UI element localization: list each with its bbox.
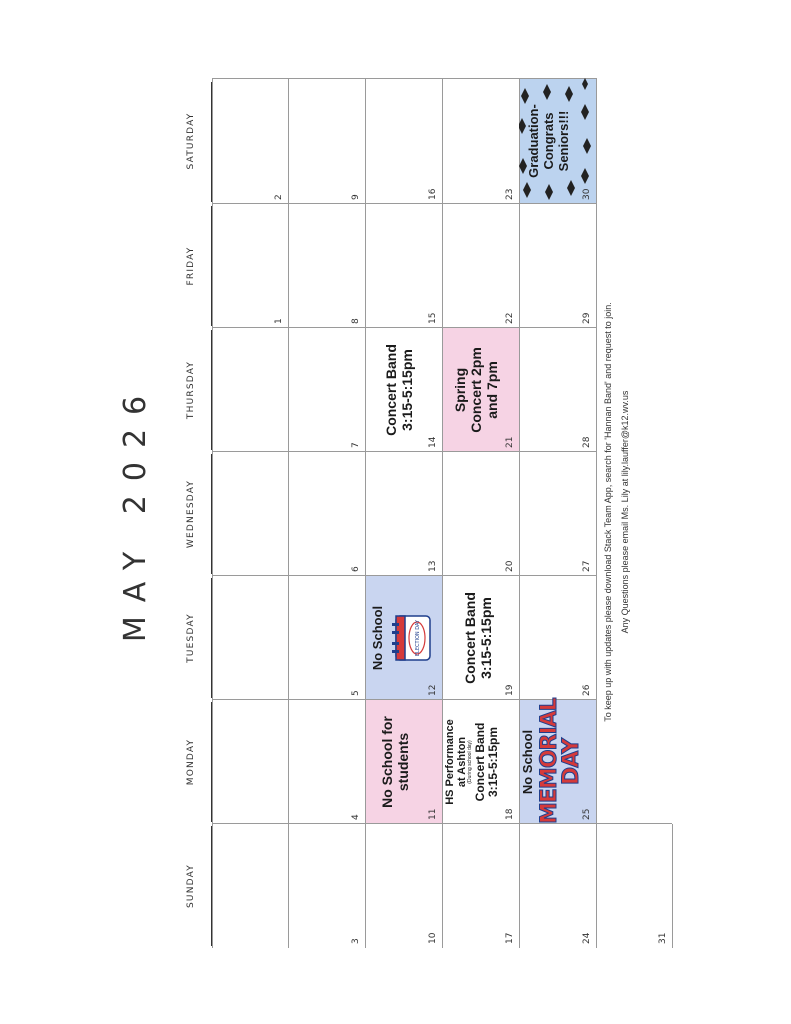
event-no-school: No School — [370, 605, 385, 671]
weekday-tuesday: TUESDAY — [186, 613, 196, 663]
day-number: 22 — [505, 312, 515, 324]
event-line: 3:15-5:15pm — [478, 597, 495, 679]
memorial-day-art — [539, 700, 583, 824]
day-cell-may19[interactable] — [442, 576, 519, 700]
event-line: Concert Band — [472, 722, 487, 802]
day-number: 12 — [428, 684, 438, 696]
day-number: 18 — [505, 808, 515, 820]
day-cell-may11[interactable] — [365, 700, 442, 824]
weekday-header — [186, 78, 212, 948]
day-number: 1 — [274, 318, 284, 324]
day-number: 30 — [582, 188, 592, 200]
day-cell-may12[interactable] — [365, 576, 442, 700]
event-no-school: No School — [520, 729, 535, 795]
day-cell[interactable] — [519, 452, 596, 576]
day-number: 23 — [505, 188, 515, 200]
event-concert-band — [383, 328, 415, 452]
day-cell[interactable] — [442, 824, 519, 948]
event-line: Concert 2pm — [468, 347, 485, 433]
day-number: 2 — [274, 194, 284, 200]
day-number: 29 — [582, 312, 592, 324]
day-cell[interactable] — [519, 328, 596, 452]
election-day-badge-text: ELECTION DAY — [415, 619, 421, 657]
day-cell[interactable] — [288, 452, 365, 576]
day-number: 20 — [505, 560, 515, 572]
weekday-sunday: SUNDAY — [186, 864, 196, 908]
event-line: at Ashton — [456, 736, 469, 788]
day-cell[interactable] — [442, 204, 519, 328]
event-line: HS Performance — [444, 719, 456, 805]
day-cell-may25[interactable] — [519, 700, 596, 824]
day-number: 17 — [505, 932, 515, 944]
event-line: and 7pm — [484, 361, 501, 419]
day-number: 25 — [582, 808, 592, 820]
event-line: Graduation- — [526, 104, 541, 178]
day-cell-may21[interactable] — [442, 328, 519, 452]
day-number: 4 — [351, 814, 361, 820]
day-cell[interactable] — [288, 824, 365, 948]
day-number: 8 — [351, 318, 361, 324]
day-number: 14 — [428, 436, 438, 448]
weekday-friday: FRIDAY — [186, 246, 196, 286]
footer-line-2: Any Questions please email Ms. Lily at lily.lauffer@k12.wv.us — [620, 390, 630, 634]
day-cell-may18[interactable] — [442, 700, 519, 824]
day-cell-may14[interactable] — [365, 328, 442, 452]
day-word: DAY — [559, 738, 584, 786]
day-cell[interactable] — [365, 204, 442, 328]
event-line: No School for — [379, 716, 395, 808]
day-number: 10 — [428, 932, 438, 944]
event-no-school-students — [379, 700, 411, 824]
day-cell[interactable] — [212, 204, 288, 328]
event-line: Seniors!!! — [555, 110, 571, 172]
day-cell-may30[interactable] — [519, 78, 596, 204]
day-number: 15 — [428, 312, 438, 324]
event-note: (During school day) — [467, 740, 474, 784]
day-cell[interactable] — [288, 78, 365, 204]
event-line: 3:15-5:15pm — [399, 349, 416, 431]
day-number: 26 — [582, 684, 592, 696]
memorial-word: MEMORIAL — [537, 698, 562, 824]
event-line: Spring — [452, 367, 468, 413]
day-number: 24 — [582, 932, 592, 944]
day-cell[interactable] — [519, 576, 596, 700]
day-number: 3 — [351, 938, 361, 944]
footer-note — [600, 0, 634, 1024]
day-number: 5 — [351, 690, 361, 696]
day-cell[interactable] — [442, 78, 519, 204]
day-number: 16 — [428, 188, 438, 200]
event-line: Congrats — [540, 112, 556, 170]
day-number: 31 — [658, 932, 668, 944]
day-number: 28 — [582, 436, 592, 448]
page-title: MAY 2026 — [118, 381, 153, 643]
event-line: 3:15-5:15pm — [485, 726, 500, 798]
footer-line-1: To keep up with updates please download Stack Team App, search for 'Hannan Band' and request to join. — [603, 302, 613, 722]
weekday-monday: MONDAY — [186, 738, 196, 786]
day-number: 11 — [428, 808, 438, 820]
event-graduation — [527, 78, 572, 204]
day-cell[interactable] — [288, 700, 365, 824]
day-cell[interactable] — [365, 824, 442, 948]
day-number: 6 — [351, 566, 361, 572]
day-number: 27 — [582, 560, 592, 572]
day-number: 9 — [351, 194, 361, 200]
grid-line — [672, 824, 673, 948]
grid-line — [596, 78, 597, 948]
day-cell[interactable] — [212, 78, 288, 204]
day-cell[interactable] — [365, 452, 442, 576]
event-line: Concert Band — [383, 344, 399, 436]
day-cell[interactable] — [519, 824, 596, 948]
event-hs-performance — [444, 700, 500, 824]
weekday-thursday: THURSDAY — [186, 360, 196, 420]
weekday-wednesday: WEDNESDAY — [186, 479, 196, 549]
day-number: 7 — [351, 442, 361, 448]
event-spring-concert — [452, 328, 500, 452]
weekday-saturday: SATURDAY — [186, 112, 196, 170]
day-cell[interactable] — [365, 78, 442, 204]
day-cell[interactable] — [519, 204, 596, 328]
day-cell[interactable] — [288, 204, 365, 328]
event-line: students — [395, 732, 412, 792]
day-number: 19 — [505, 684, 515, 696]
election-day-icon — [391, 615, 431, 661]
day-cell[interactable] — [442, 452, 519, 576]
day-number: 13 — [428, 560, 438, 572]
day-number: 21 — [505, 436, 515, 448]
day-cell[interactable] — [288, 328, 365, 452]
event-line: Concert Band — [462, 592, 478, 684]
day-cell[interactable] — [288, 576, 365, 700]
event-concert-band — [462, 576, 494, 700]
